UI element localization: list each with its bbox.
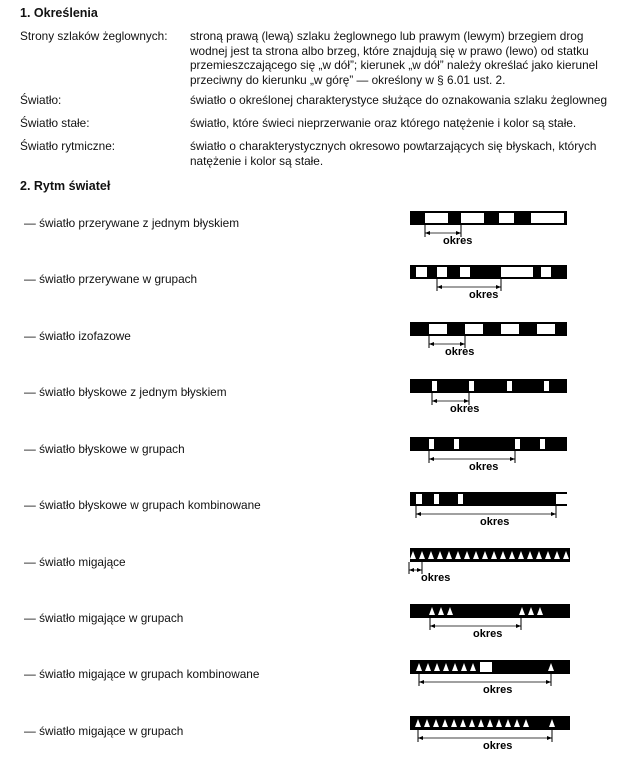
light-on-segment <box>480 662 492 672</box>
rhythm-label: — światło migające w grupach <box>24 611 184 625</box>
period-arrow-left <box>429 342 434 346</box>
light-on-segment <box>429 324 447 334</box>
term-swiatlo: Światło: <box>20 93 62 107</box>
light-on-segment <box>425 213 448 223</box>
period-arrow-right <box>510 457 515 461</box>
light-on-segment <box>416 494 422 504</box>
light-on-segment <box>515 439 520 449</box>
section-2-heading: 2. Rytm świateł <box>20 179 111 193</box>
period-arrow-left <box>425 231 430 235</box>
rhythm-label: — światło migające <box>24 555 126 569</box>
period-arrow-left <box>437 285 442 289</box>
light-on-segment <box>537 324 555 334</box>
period-arrow-left <box>416 512 421 516</box>
period-label: okres <box>469 289 499 301</box>
light-on-segment <box>429 439 434 449</box>
period-arrow-left <box>418 736 423 740</box>
desc-line: przeciwny do kierunku „w górę” — określony w § 6.01 ust. 2. <box>190 72 506 87</box>
desc-line: natężenie i kolor są stałe. <box>190 153 324 168</box>
term-swiatlo-rytmiczne: Światło rytmiczne: <box>20 139 116 153</box>
light-on-segment <box>556 494 567 504</box>
term-swiatlo-stale: Światło stałe: <box>20 116 90 130</box>
light-on-segment <box>501 267 533 277</box>
rhythm-label: — światło migające w grupach kombinowane <box>24 667 260 681</box>
section-1-heading: 1. Określenia <box>20 6 98 20</box>
desc-line: przemieszczającego się „w dół”; kierunek „w dół” należy określać jako kierunel <box>190 58 598 72</box>
period-arrow-right <box>516 624 521 628</box>
rhythm-label: — światło błyskowe w grupach <box>24 442 185 456</box>
rhythm-label: — światło migające w grupach <box>24 724 184 738</box>
light-on-segment <box>469 381 474 391</box>
period-arrow-left <box>409 568 414 572</box>
period-label: okres <box>445 346 475 358</box>
period-arrow-right <box>546 680 551 684</box>
light-on-segment <box>541 267 551 277</box>
desc-line: światło o charakterystycznych okresowo powtarzających się błyskach, których <box>190 139 597 153</box>
desc-line: światło, które świeci nieprzerwanie oraz którego natężenie i kolor są stałe. <box>190 116 577 130</box>
light-on-segment <box>432 381 437 391</box>
rhythm-label: — światło przerywane z jednym błyskiem <box>24 216 240 230</box>
light-on-segment <box>549 213 564 223</box>
light-on-segment <box>454 439 459 449</box>
period-arrow-left <box>419 680 424 684</box>
desc-line: światło o określonej charakterystyce służące do oznakowania szlaku żeglowneg <box>190 93 608 107</box>
rhythm-label: — światło błyskowe w grupach kombinowane <box>24 498 261 512</box>
light-on-segment <box>499 213 514 223</box>
period-label: okres <box>443 235 473 247</box>
rhythm-label: — światło błyskowe z jednym błyskiem <box>24 385 227 399</box>
rhythm-bar <box>410 548 570 562</box>
light-on-segment <box>416 267 427 277</box>
period-label: okres <box>480 516 510 528</box>
period-label: okres <box>450 403 480 415</box>
rhythm-bar <box>410 604 570 618</box>
light-on-segment <box>531 213 550 223</box>
desc-line: wodnej jest ta strona albo brzeg, które znajdują się w prawo (lewo) od statku <box>190 43 589 58</box>
light-on-segment <box>461 213 484 223</box>
rhythm-bar <box>410 492 567 506</box>
period-label: okres <box>469 461 499 473</box>
period-label: okres <box>473 628 503 640</box>
period-label: okres <box>483 684 513 696</box>
light-on-segment <box>434 494 439 504</box>
light-on-segment <box>458 494 463 504</box>
period-arrow-right <box>547 736 552 740</box>
period-label: okres <box>421 572 451 584</box>
term-strony: Strony szlaków żeglownych: <box>20 29 168 43</box>
light-on-segment <box>460 267 470 277</box>
period-label: okres <box>483 740 513 752</box>
light-on-segment <box>437 267 447 277</box>
light-on-segment <box>544 381 549 391</box>
light-on-segment <box>465 324 483 334</box>
light-on-segment <box>501 324 519 334</box>
light-on-segment <box>507 381 512 391</box>
period-arrow-left <box>432 399 437 403</box>
desc-line: stroną prawą (lewą) szlaku żeglownego lub prawym (lewym) brzegiem drog <box>190 29 584 43</box>
period-arrow-left <box>430 624 435 628</box>
period-arrow-left <box>429 457 434 461</box>
rhythm-label: — światło przerywane w grupach <box>24 272 198 286</box>
light-on-segment <box>540 439 545 449</box>
rhythm-label: — światło izofazowe <box>24 329 131 343</box>
period-arrow-right <box>551 512 556 516</box>
